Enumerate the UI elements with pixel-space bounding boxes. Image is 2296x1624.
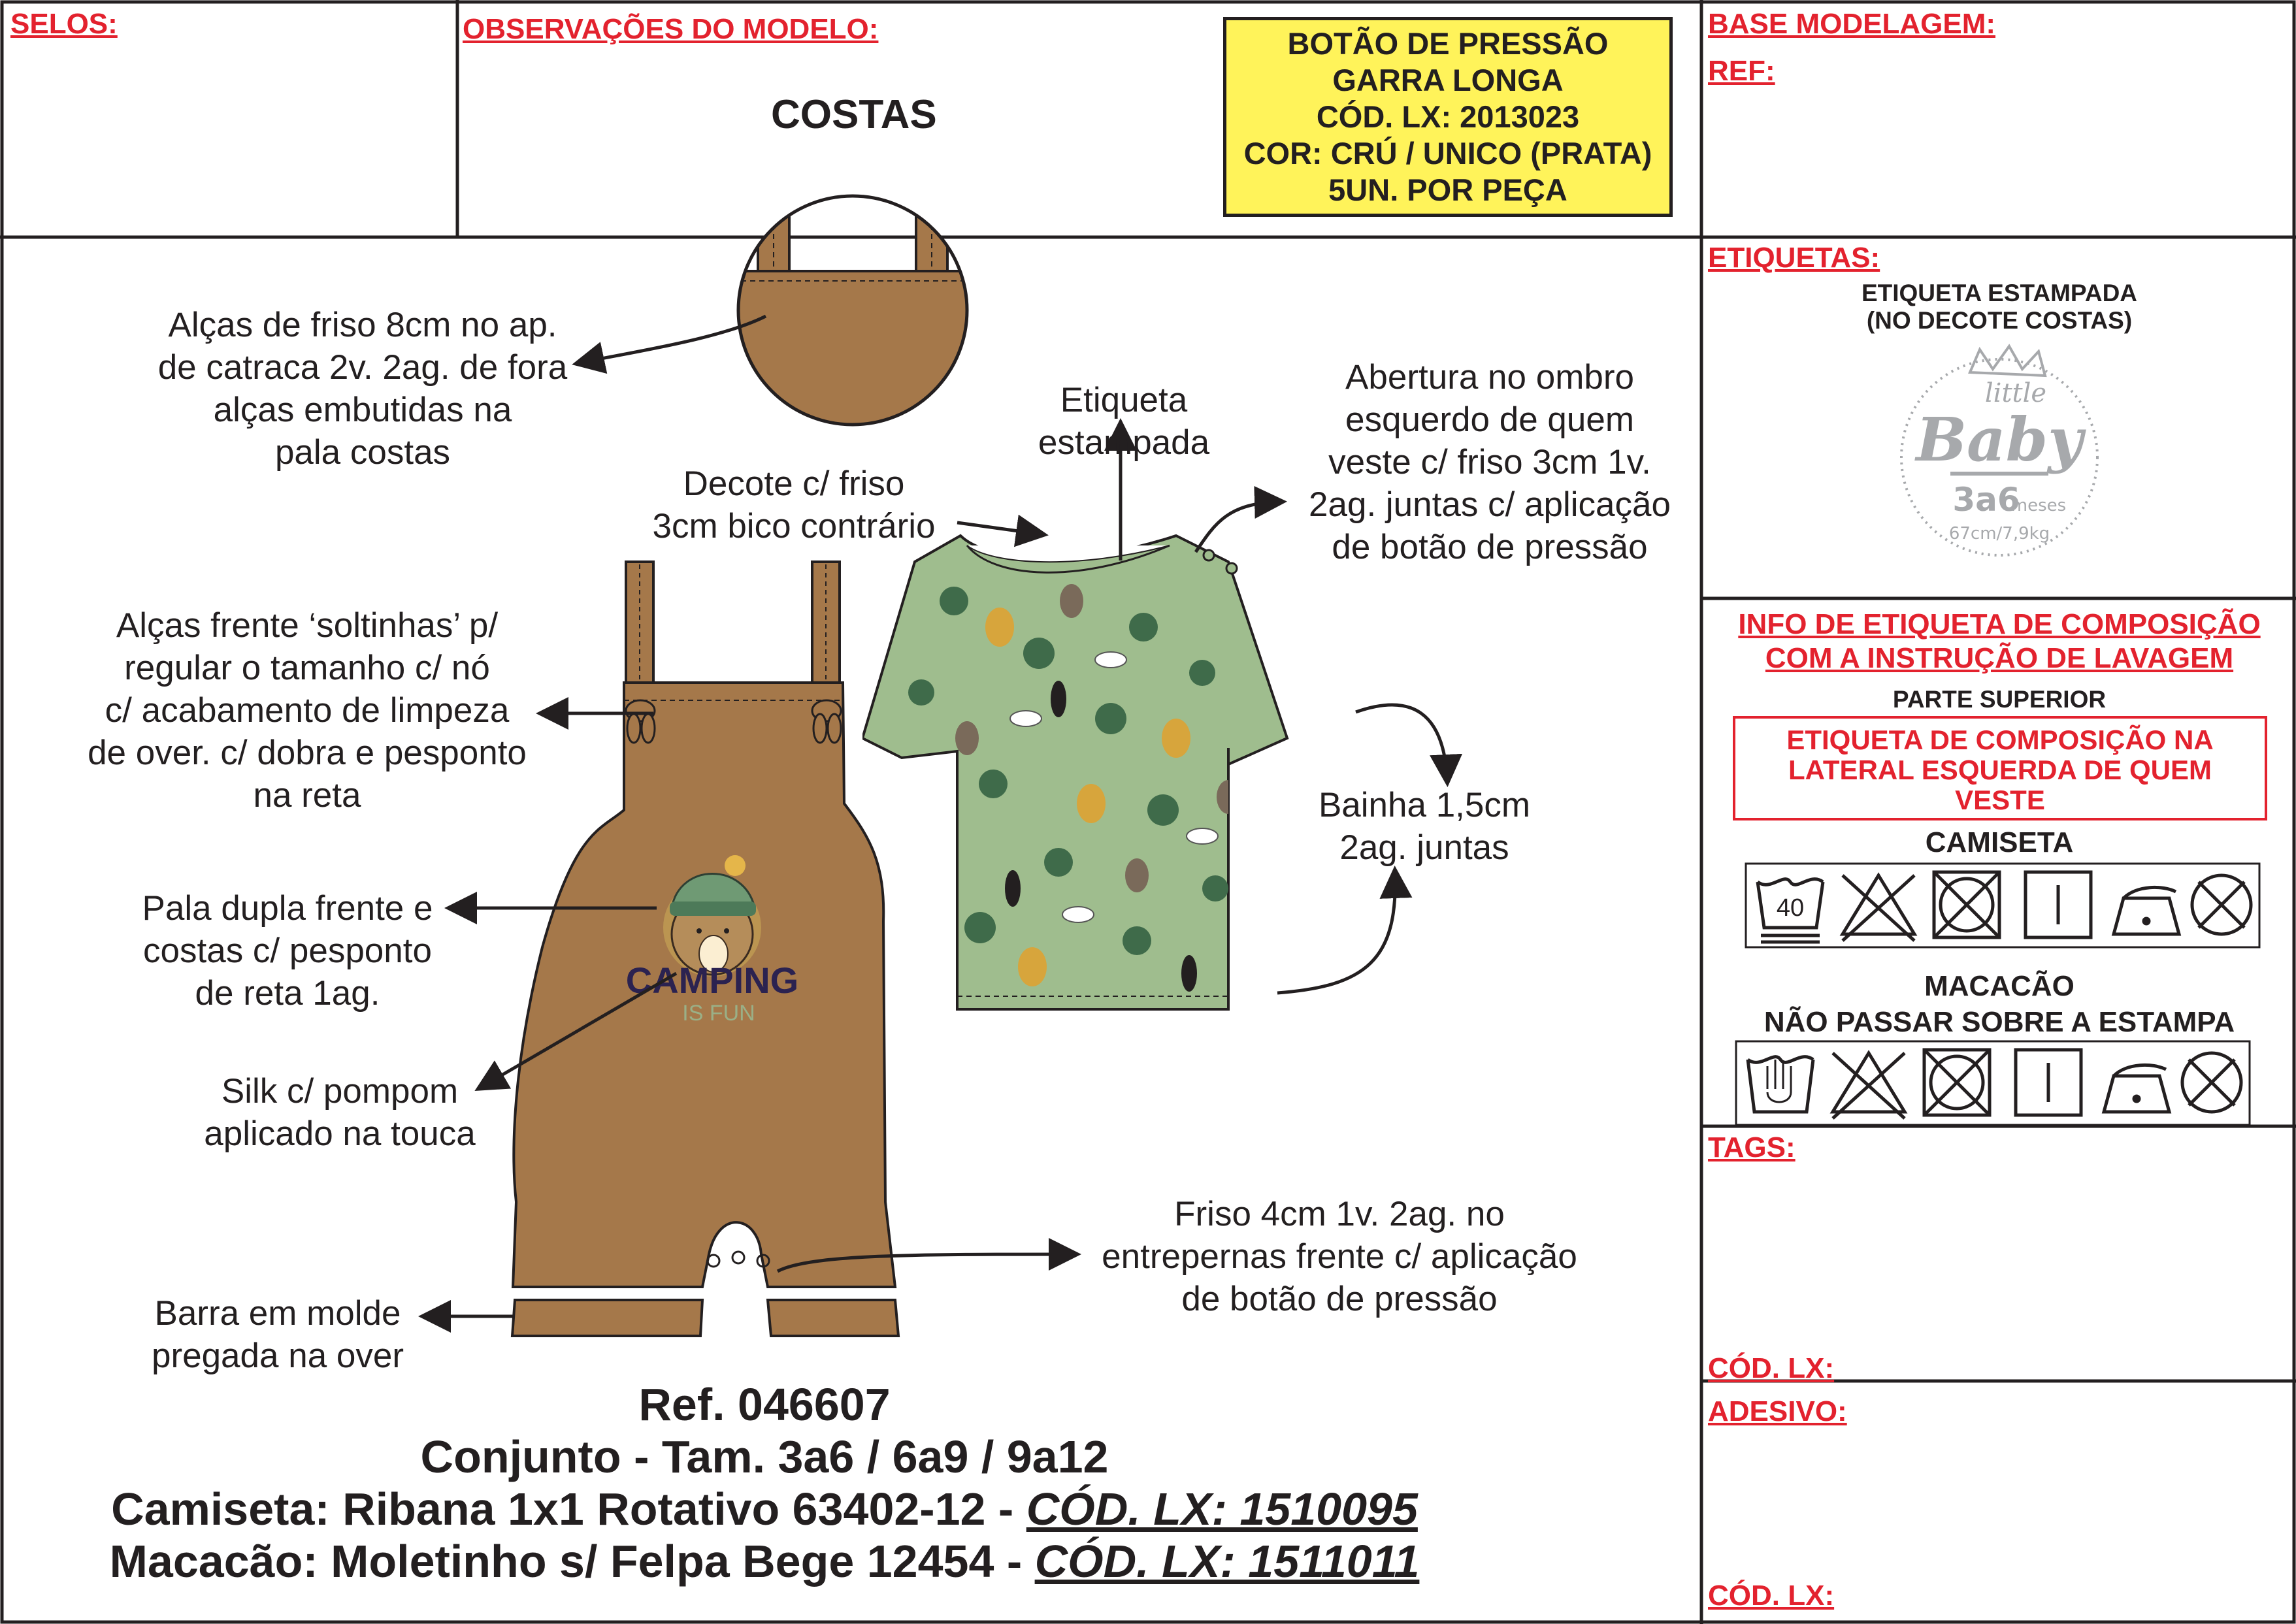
note-line: entrepernas frente c/ aplicação — [1102, 1237, 1577, 1276]
note-line: Alças de friso 8cm no ap. — [168, 306, 557, 344]
macacao-label: MACACÃO — [1924, 970, 2075, 1002]
note-line: Bainha 1,5cm — [1318, 786, 1531, 824]
note-line: pala costas — [274, 433, 451, 472]
iron-low-icon — [2104, 1065, 2169, 1112]
line-dry-icon — [2025, 872, 2091, 937]
ref-label: REF: — [1708, 55, 1775, 87]
composicao-box — [1733, 716, 2267, 820]
costas-title: COSTAS — [771, 92, 937, 137]
cod-lx-label-tags: CÓD. LX: — [1708, 1352, 1835, 1384]
note-pala-dupla — [111, 887, 464, 1015]
line-dry-icon — [2016, 1050, 2081, 1115]
note-etiqueta-estampada — [1006, 379, 1241, 464]
note-abertura-ombro — [1281, 356, 1699, 568]
note-line: aplicado na touca — [204, 1114, 476, 1153]
note-friso-entrepernas — [1078, 1193, 1601, 1320]
button-spec-line: COR: CRÚ / UNICO (PRATA) — [1243, 136, 1652, 171]
composicao-line: ETIQUETA DE COMPOSIÇÃO NA — [1786, 724, 2214, 755]
logo-meses: meses — [2010, 496, 2067, 515]
button-spec-line: GARRA LONGA — [1332, 63, 1564, 97]
button-spec-line: 5UN. POR PEÇA — [1328, 172, 1567, 207]
no-tumble-dry-icon — [1934, 872, 1999, 937]
note-line: de botão de pressão — [1181, 1280, 1498, 1318]
little-baby-label-logo — [1882, 333, 2117, 568]
note-line: de over. c/ dobra e pesponto — [88, 734, 527, 772]
note-line: Friso 4cm 1v. 2ag. no — [1174, 1195, 1505, 1233]
note-line: 2ag. juntas c/ aplicação — [1309, 485, 1671, 524]
note-line: na reta — [253, 776, 361, 815]
note-line: Silk c/ pompom — [221, 1072, 459, 1111]
note-line: esquerdo de quem — [1345, 400, 1634, 439]
nao-passar-label: NÃO PASSAR SOBRE A ESTAMPA — [1763, 1006, 2235, 1038]
macacao-cod: CÓD. LX: 1511011 — [1034, 1536, 1420, 1587]
note-line: alças embutidas na — [213, 391, 512, 429]
note-line: Pala dupla frente e — [142, 889, 433, 928]
wash-40-icon — [1758, 879, 1823, 942]
etiqueta-line: ETIQUETA ESTAMPADA — [1861, 280, 2138, 306]
hand-wash-icon — [1748, 1057, 1813, 1112]
cod-lx-label-adesivo: CÓD. LX: — [1708, 1580, 1835, 1612]
note-line: de reta 1ag. — [195, 974, 380, 1013]
note-line: 3cm bico contrário — [652, 507, 936, 545]
etiqueta-line: (NO DECOTE COSTAS) — [1866, 307, 2133, 334]
reference-block — [78, 1378, 1451, 1587]
note-line: Barra em molde — [154, 1294, 401, 1333]
etiquetas-label: ETIQUETAS: — [1708, 242, 1880, 274]
note-decote — [631, 463, 957, 547]
note-alcas-friso — [127, 304, 598, 474]
note-silk — [176, 1070, 503, 1155]
camping-print-text: CAMPING — [625, 960, 799, 1001]
note-bainha — [1297, 784, 1552, 869]
is-fun-print-text: IS FUN — [682, 1001, 755, 1026]
note-line: de botão de pressão — [1332, 528, 1648, 566]
info-composicao-title — [1709, 608, 2290, 675]
composicao-line: LATERAL ESQUERDA DE QUEM — [1788, 755, 2212, 785]
macacao-fabric: Macacão: Moletinho s/ Felpa Bege 12454 - — [109, 1536, 1035, 1587]
conjunto-line: Conjunto - Tam. 3a6 / 6a9 / 9a12 — [420, 1431, 1109, 1482]
selos-label: SELOS: — [10, 8, 118, 40]
note-barra — [121, 1292, 435, 1377]
info-title-line: COM A INSTRUÇÃO DE LAVAGEM — [1765, 642, 2234, 674]
note-line: Abertura no ombro — [1345, 358, 1634, 397]
composicao-line: VESTE — [1955, 785, 2045, 815]
note-alcas-frente — [62, 604, 552, 817]
logo-size: 3a6 — [1952, 481, 2020, 519]
no-bleach-icon — [1833, 1053, 1905, 1118]
info-title-line: INFO DE ETIQUETA DE COMPOSIÇÃO — [1738, 608, 2261, 640]
button-spec-line: BOTÃO DE PRESSÃO — [1287, 26, 1609, 61]
adesivo-label: ADESIVO: — [1708, 1395, 1847, 1427]
note-line: de catraca 2v. 2ag. de fora — [157, 348, 568, 387]
note-line: Decote c/ friso — [683, 464, 905, 503]
ref-number: Ref. 046607 — [638, 1379, 891, 1430]
logo-measure: 67cm/7,9kg — [1948, 524, 2050, 544]
no-dry-clean-icon — [2182, 1053, 2241, 1112]
button-spec-line: CÓD. LX: 2013023 — [1316, 99, 1580, 134]
note-line: Alças frente ‘soltinhas’ p/ — [116, 606, 499, 645]
note-line: estampada — [1038, 423, 1210, 462]
camiseta-cod: CÓD. LX: 1510095 — [1026, 1484, 1418, 1535]
no-bleach-icon — [1843, 875, 1914, 941]
camiseta-fabric-line — [78, 1483, 1451, 1535]
base-modelagem-label: BASE MODELAGEM: — [1708, 8, 1995, 40]
iron-low-icon — [2114, 887, 2179, 934]
crown-icon — [1970, 346, 2045, 376]
camiseta-label: CAMISETA — [1925, 826, 2074, 858]
parte-superior-label: PARTE SUPERIOR — [1892, 686, 2107, 713]
note-line: c/ acabamento de limpeza — [105, 691, 510, 730]
tags-label: TAGS: — [1708, 1131, 1796, 1163]
logo-baby: Baby — [1916, 404, 2083, 475]
logo-little: little — [1984, 378, 2047, 408]
wash-temp: 40 — [1776, 894, 1805, 922]
macacao-care-symbols — [1735, 1040, 2251, 1126]
note-line: regular o tamanho c/ nó — [124, 649, 490, 687]
camiseta-care-symbols — [1745, 862, 2261, 949]
macacao-fabric-line — [78, 1535, 1451, 1587]
no-tumble-dry-icon — [1924, 1050, 1990, 1115]
etiqueta-estampada-note — [1725, 280, 2274, 334]
camiseta-fabric: Camiseta: Ribana 1x1 Rotativo 63402-12 - — [111, 1484, 1026, 1535]
no-dry-clean-icon — [2192, 875, 2251, 934]
note-line: veste c/ friso 3cm 1v. — [1328, 443, 1651, 481]
note-line: Etiqueta — [1060, 381, 1188, 419]
observacoes-label: OBSERVAÇÕES DO MODELO: — [463, 13, 879, 45]
note-line: costas c/ pesponto — [143, 932, 432, 970]
note-line: pregada na over — [151, 1337, 404, 1375]
note-line: 2ag. juntas — [1339, 828, 1509, 867]
